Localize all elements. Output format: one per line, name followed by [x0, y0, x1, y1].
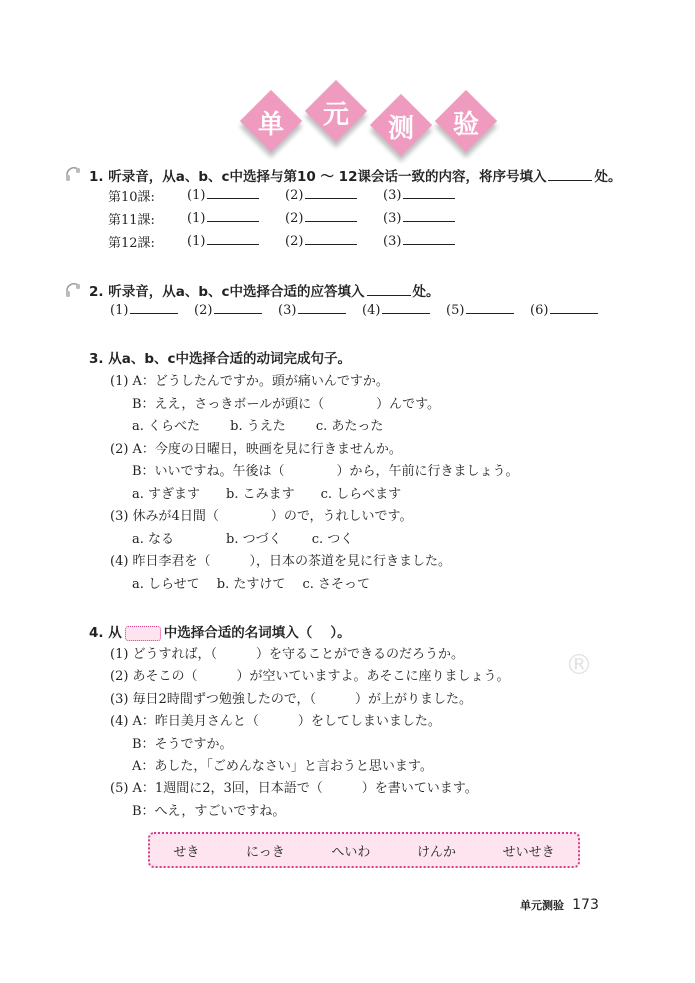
q4-text-pre: 4. 从 [89, 625, 122, 641]
word-choice-box [148, 832, 580, 868]
item-number: (1) [187, 234, 206, 249]
q1-answer [285, 209, 357, 226]
item-number: (2) [285, 211, 304, 226]
title-char: 单 [257, 110, 284, 140]
answer-blank[interactable] [382, 301, 430, 314]
q4-line: (3) 毎日2時間ずつ勉強したので，（ ）が上がりました。 [110, 691, 473, 707]
watermark: ® [565, 648, 593, 681]
item-number: (5) [446, 303, 465, 318]
answer-blank[interactable] [130, 301, 178, 314]
q3-line: (4) 昨日李君を（ ），日本の茶道を見に行きました。 [110, 554, 452, 569]
q1-row-label: 第10課: [108, 190, 155, 205]
q1-answer [383, 209, 455, 226]
answer-blank[interactable] [305, 209, 357, 222]
q4-line: (2) あそこの（ ）が空いていますよ。あそこに座りましょう。 [110, 669, 510, 685]
q3-line: a. すぎます b. こみます c. しらべます [132, 486, 402, 502]
q4-text-post: 中选择合适的名词填入（ ）。 [163, 625, 351, 641]
q2-answer [446, 301, 514, 318]
answer-blank[interactable] [207, 209, 259, 222]
page-number: 173 [572, 897, 599, 913]
q2-answer [530, 301, 598, 318]
q1-answer [187, 186, 259, 203]
word-choice: けんか [416, 844, 456, 860]
answer-blank[interactable] [403, 232, 455, 245]
answer-blank[interactable] [403, 186, 455, 199]
answer-blank [548, 168, 592, 181]
item-number: (2) [194, 303, 213, 318]
q2-answer [194, 301, 262, 318]
item-number: (2) [285, 234, 304, 249]
q3-line: (3) 休みが4日間（ ）ので，うれしいです。 [110, 509, 413, 524]
q4-line: B：へえ，すごいですね。 [132, 803, 286, 819]
q1-answer [187, 209, 259, 226]
item-number: (3) [278, 303, 297, 318]
answer-blank[interactable] [305, 232, 357, 245]
page-footer [520, 897, 599, 913]
q3-line: B：いいですね。午後は（ ）から，午前に行きましょう。 [132, 464, 519, 479]
headphone-icon [64, 164, 82, 182]
q2-answer [362, 301, 430, 318]
item-number: (1) [110, 303, 129, 318]
q1-answer [383, 232, 455, 249]
item-number: (4) [362, 303, 381, 318]
q2-answer [278, 301, 346, 318]
item-number: (3) [383, 211, 402, 226]
answer-blank[interactable] [207, 186, 259, 199]
q4-line: (1) どうすれば，（ ）を守ることができるのだろうか。 [110, 647, 465, 662]
q1-text: 1. 听录音，从a、b、c中选择与第10 ～ 12课会话一致的内容，将序号填入 [89, 169, 547, 185]
q1-answer [285, 232, 357, 249]
q2-instruction [89, 280, 440, 300]
q1-answer [383, 186, 455, 203]
item-number: (3) [383, 188, 402, 203]
item-number: (1) [187, 188, 206, 203]
word-choice: へいわ [331, 844, 371, 860]
q3-line: a. くらべた b. うえた c. あたった [132, 419, 384, 434]
answer-blank[interactable] [305, 186, 357, 199]
q1-instruction [89, 165, 621, 185]
answer-blank[interactable] [403, 209, 455, 222]
item-number: (6) [530, 303, 549, 318]
item-number: (1) [187, 211, 206, 226]
q1-answer [187, 232, 259, 249]
headphone-icon [64, 280, 82, 298]
q4-line: (4) A：昨日美月さんと（ ）をしてしまいました。 [110, 714, 441, 730]
word-choice: にっき [245, 844, 285, 860]
title-char: 测 [387, 114, 414, 144]
answer-blank [367, 283, 411, 296]
q4-line: (5) A：1週間に2，3回，日本語で（ ）を書いています。 [110, 781, 478, 797]
q1-answer [285, 186, 357, 203]
word-choice: せき [173, 844, 200, 860]
unit-test-title [240, 86, 500, 156]
title-char: 元 [322, 100, 349, 130]
item-number: (3) [383, 234, 402, 249]
answer-blank[interactable] [214, 301, 262, 314]
title-char: 验 [452, 110, 479, 140]
answer-blank[interactable] [466, 301, 514, 314]
word-choice: せいせき [502, 844, 555, 860]
q1-suffix: 处。 [594, 169, 622, 185]
q3-line: B：ええ，さっきボールが頭に（ ）んです。 [132, 396, 441, 412]
q3-line: a. なる b. つづく c. つく [132, 531, 354, 547]
q1-row-label: 第11課: [108, 213, 155, 228]
q3-line: a. しらせて b. たすけて c. さそって [132, 576, 371, 592]
q3-line: (1) A：どうしたんですか。頭が痛いんですか。 [110, 374, 389, 389]
q2-text: 2. 听录音，从a、b、c中选择合适的应答填入 [89, 284, 365, 300]
q4-instruction [89, 621, 351, 641]
q2-suffix: 处。 [412, 284, 440, 300]
q4-line: B：そうですか。 [132, 736, 233, 752]
q2-answer [110, 301, 178, 318]
answer-blank[interactable] [298, 301, 346, 314]
q3-instruction: 3. 从a、b、c中选择合适的动词完成句子。 [89, 351, 351, 367]
word-box-reference [125, 626, 161, 641]
answer-blank[interactable] [207, 232, 259, 245]
q1-row-label: 第12課: [108, 236, 155, 251]
item-number: (2) [285, 188, 304, 203]
answer-blank[interactable] [550, 301, 598, 314]
q4-line: A：あした，「ごめんなさい」と言おうと思います。 [132, 759, 433, 774]
q3-line: (2) A：今度の日曜日，映画を見に行きませんか。 [110, 441, 402, 457]
footer-section: 单元测验 [520, 899, 564, 912]
